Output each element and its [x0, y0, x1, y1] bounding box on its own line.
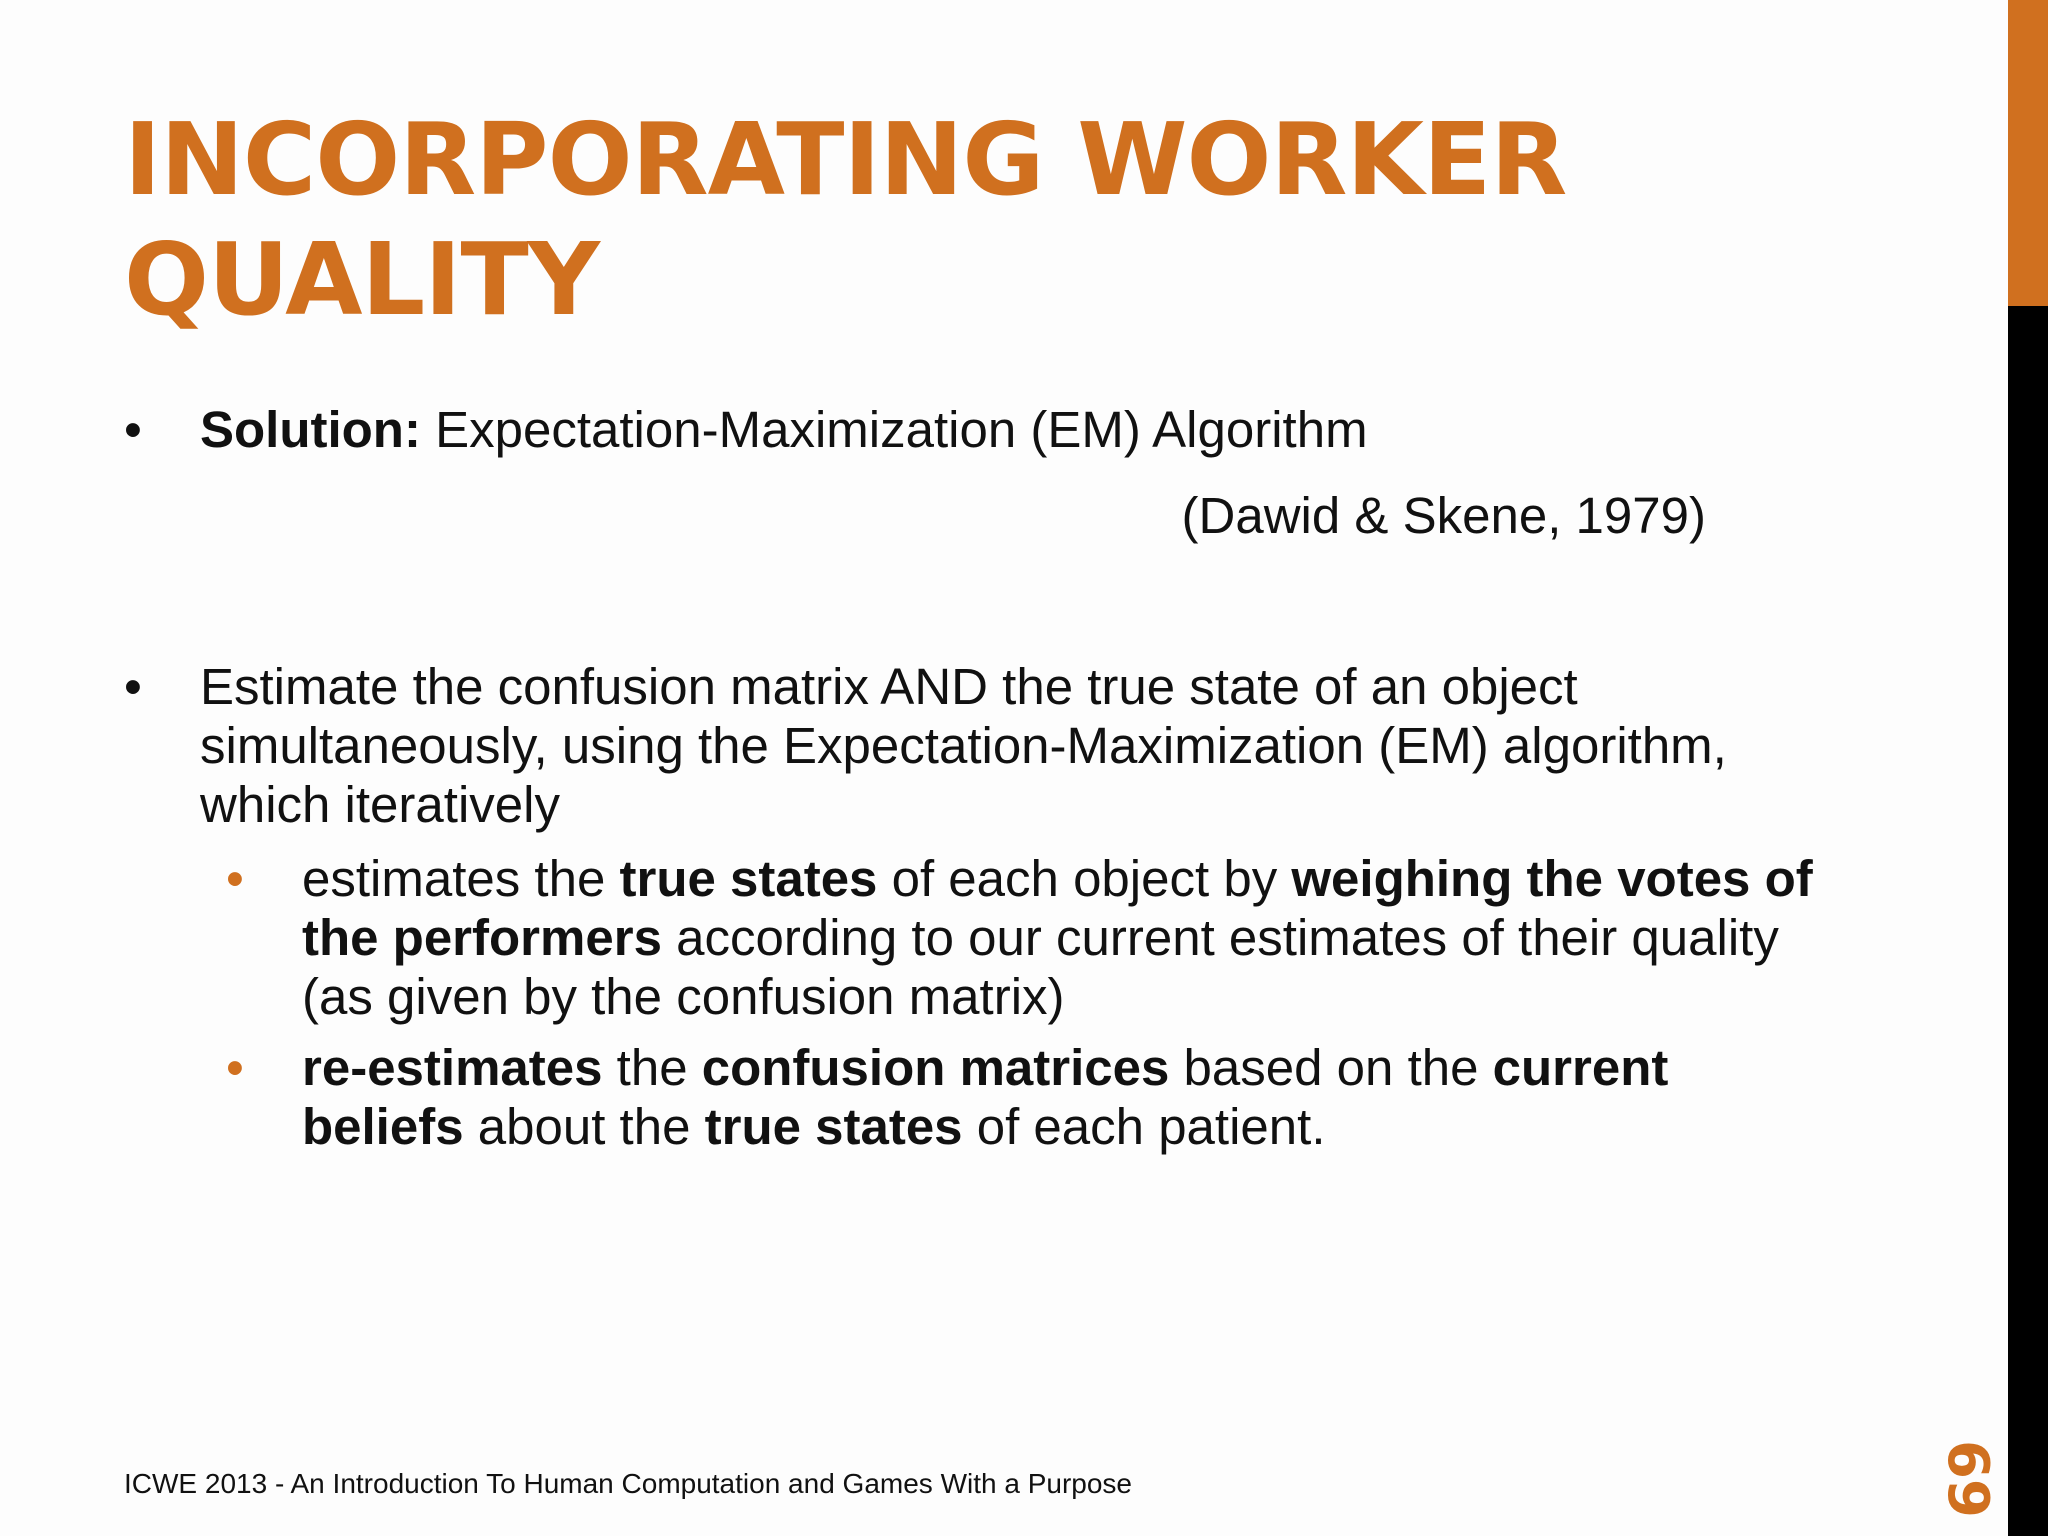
bullet-estimate	[124, 657, 1824, 834]
bullet-marker: •	[124, 658, 142, 715]
sub-text: about the	[463, 1098, 705, 1155]
sub-bold: true states	[619, 850, 878, 907]
sub-text: estimates the	[302, 850, 620, 907]
sub-bullet-re-estimates	[124, 1038, 1824, 1156]
sub-bullet-estimates	[124, 849, 1824, 1026]
title-line-2: QUALITY	[124, 221, 600, 338]
citation: (Dawid & Skene, 1979)	[1181, 487, 1706, 544]
bullet-label: Solution:	[200, 401, 421, 458]
sub-bold: weighing the votes of the performers	[302, 850, 1813, 966]
sub-bold: confusion matrices	[701, 1039, 1170, 1096]
sidebar-accent-block	[2008, 0, 2048, 306]
sub-text: of each object by	[877, 850, 1292, 907]
sub-bullet-marker: •	[226, 850, 244, 907]
bullet-marker: •	[124, 401, 142, 458]
sub-text: the	[602, 1039, 702, 1096]
sub-text: of each patient.	[962, 1098, 1326, 1155]
bullet-text: Estimate the confusion matrix AND the true state of an object simultaneously, using the Expectation-Maximization (EM) algorithm, which iteratively	[200, 658, 1727, 833]
right-sidebar-bar	[2008, 0, 2048, 1536]
sub-bold: true states	[704, 1098, 963, 1155]
page-number: 69	[1935, 1440, 2000, 1518]
bullet-text: Expectation-Maximization (EM) Algorithm	[420, 401, 1368, 458]
sub-text: based on the	[1169, 1039, 1493, 1096]
sub-bold: re-estimates	[302, 1039, 603, 1096]
sub-bullet-list	[124, 849, 1824, 1156]
slide-title	[124, 100, 1924, 340]
title-line-1: INCORPORATING WORKER	[124, 101, 1567, 218]
sub-text: according to our current estimates of their quality (as given by the confusion matrix)	[302, 909, 1779, 1025]
sub-bold: current beliefs	[302, 1039, 1669, 1155]
bullet-solution	[124, 400, 1824, 459]
slide-content	[124, 400, 1824, 1168]
sub-bullet-marker: •	[226, 1039, 244, 1096]
slide-footer: ICWE 2013 - An Introduction To Human Computation and Games With a Purpose	[124, 1468, 1132, 1499]
